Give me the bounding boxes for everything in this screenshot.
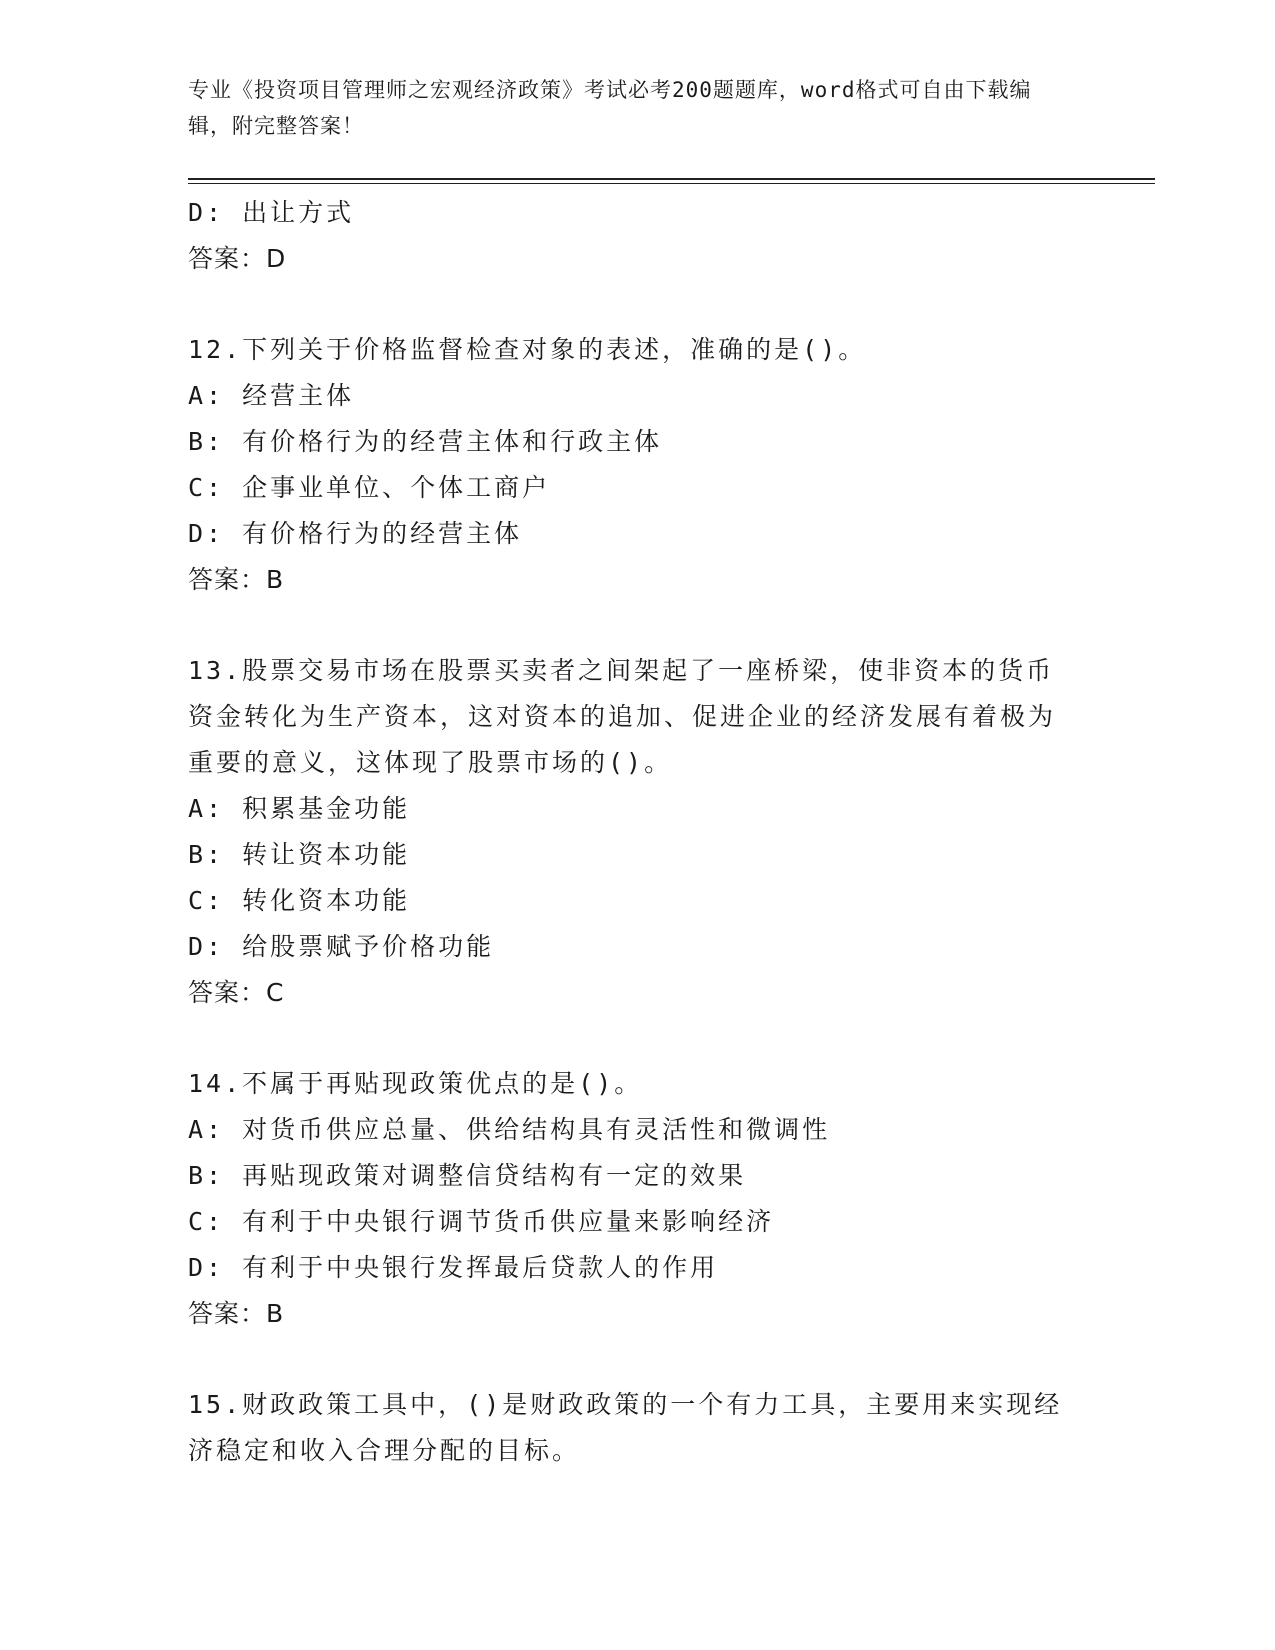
question-text: 13.股票交易市场在股票买卖者之间架起了一座桥梁，使非资本的货币资金转化为生产资本，这对资本的追加、促进企业的经济发展有着极为重要的意义，这体现了股票市场的()。 [188,656,1057,777]
option-d: D: 有价格行为的经营主体 [188,519,523,548]
option-b: B: 再贴现政策对调整信贷结构有一定的效果 [188,1161,747,1190]
option-d: D: 出让方式 [188,198,355,227]
option-b: B: 有价格行为的经营主体和行政主体 [188,427,663,456]
option-a: A: 经营主体 [188,381,355,410]
question-text: 12.下列关于价格监督检查对象的表述，准确的是()。 [188,335,867,364]
question-text: 15.财政政策工具中，()是财政政策的一个有力工具，主要用来实现经济稳定和收入合理分配的目标。 [188,1390,1063,1465]
question-12 [188,327,1088,603]
previous-question-tail [188,190,1088,282]
question-14 [188,1061,1088,1337]
option-c: C: 转化资本功能 [188,886,411,915]
answer-line: 答案：B [188,565,285,594]
answer-line: 答案：B [188,1299,285,1328]
option-d: D: 有利于中央银行发挥最后贷款人的作用 [188,1253,719,1282]
header-divider-thick [188,178,1155,180]
answer-line: 答案：C [188,978,285,1007]
question-13 [188,648,1088,1016]
question-content [188,190,1088,1474]
answer-line: 答案：D [188,244,287,273]
question-text: 14.不属于再贴现政策优点的是()。 [188,1069,643,1098]
option-c: C: 有利于中央银行调节货币供应量来影响经济 [188,1207,775,1236]
option-a: A: 对货币供应总量、供给结构具有灵活性和微调性 [188,1115,831,1144]
option-d: D: 给股票赋予价格功能 [188,932,495,961]
option-c: C: 企事业单位、个体工商户 [188,473,551,502]
header-divider-thin [188,183,1155,184]
option-a: A: 积累基金功能 [188,794,411,823]
document-header: 专业《投资项目管理师之宏观经济政策》考试必考200题题库，word格式可自由下载编辑，附完整答案！ [188,78,1032,138]
question-15 [188,1382,1088,1474]
option-b: B: 转让资本功能 [188,840,411,869]
